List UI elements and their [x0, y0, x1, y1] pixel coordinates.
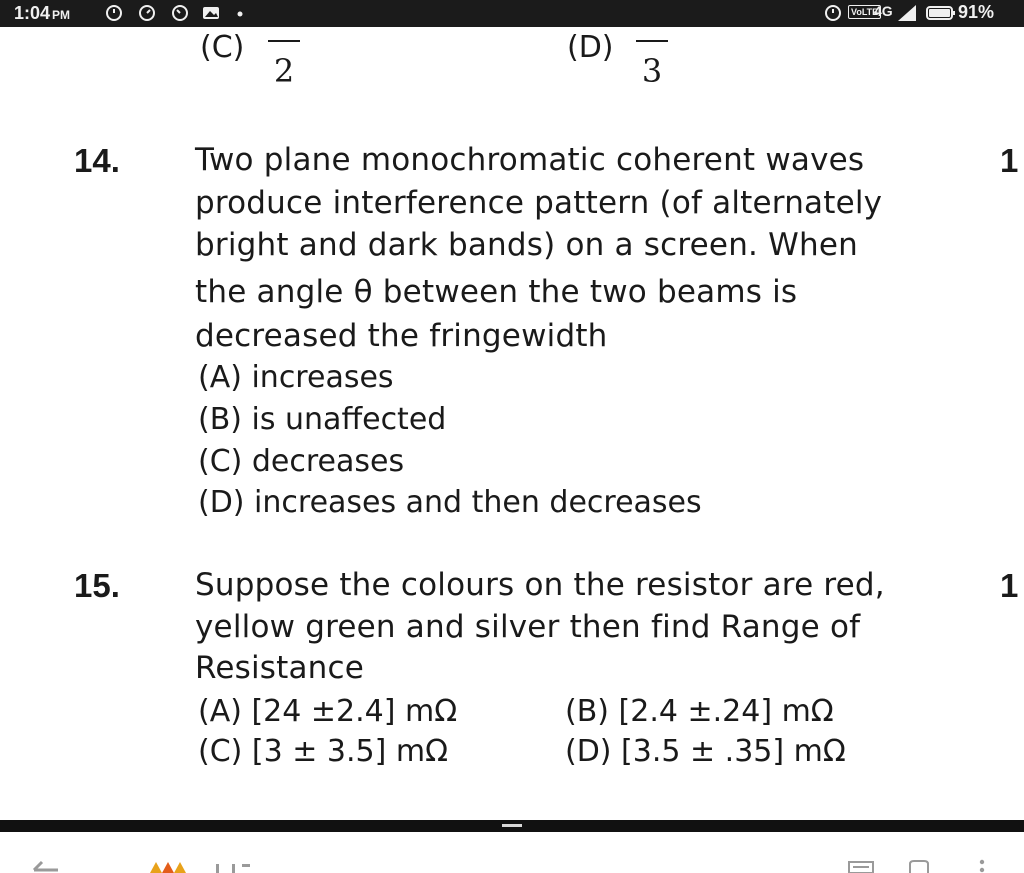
- title-text-fragment-icon: [214, 862, 260, 873]
- question-15-line: Resistance: [195, 650, 365, 686]
- status-bar: [0, 0, 1024, 27]
- volte-badge: VoLTE: [848, 5, 881, 19]
- question-15-number: 15.: [74, 567, 120, 604]
- question-14-option-c: (C) decreases: [198, 444, 405, 479]
- next-column-number-cutoff: 1: [1000, 567, 1019, 604]
- alarm-status-icon: [824, 4, 842, 22]
- clock-icon: [171, 4, 189, 22]
- bookmark-icon[interactable]: [906, 860, 932, 873]
- status-time-value: 1:04: [14, 3, 51, 23]
- next-column-number-cutoff: 1: [1000, 142, 1019, 179]
- notes-icon[interactable]: [846, 860, 876, 873]
- notification-dot-icon: [234, 4, 252, 22]
- alarm-clock-icon: [105, 4, 123, 22]
- prev-option-d-denominator: 3: [641, 52, 663, 90]
- question-15-option-b: (B) [2.4 ±.24] mΩ: [565, 694, 834, 729]
- app-logo-icon: [148, 860, 188, 873]
- network-type: 4G: [874, 3, 893, 19]
- prev-option-d-fraction-bar: [636, 40, 668, 42]
- image-notification-icon: [202, 4, 220, 22]
- question-14-line: produce interference pattern (of alternately: [195, 185, 883, 221]
- drag-handle[interactable]: [502, 824, 522, 827]
- status-time: [14, 3, 70, 24]
- question-14-line: the angle θ between the two beams is: [195, 274, 798, 310]
- question-15-option-d: (D) [3.5 ± .35] mΩ: [565, 734, 846, 769]
- question-14-option-b: (B) is unaffected: [198, 402, 447, 437]
- question-14-number: 14.: [74, 142, 120, 179]
- back-arrow-icon[interactable]: [30, 858, 60, 873]
- question-14-line: decreased the fringewidth: [195, 318, 608, 354]
- question-15-line: Suppose the colours on the resistor are red,: [195, 567, 885, 603]
- battery-percent: 91%: [958, 2, 995, 22]
- question-15-line: yellow green and silver then find Range of: [195, 609, 861, 645]
- more-options-icon[interactable]: [976, 858, 988, 873]
- question-15-option-c: (C) [3 ± 3.5] mΩ: [198, 734, 448, 769]
- prev-option-d-label: (D): [567, 30, 614, 65]
- question-14-option-a: (A) increases: [198, 360, 394, 395]
- battery-icon: [926, 4, 956, 22]
- timer-icon: [138, 4, 156, 22]
- question-15-option-a: (A) [24 ±2.4] mΩ: [198, 694, 458, 729]
- question-14-line: Two plane monochromatic coherent waves: [195, 142, 865, 178]
- question-14-line: bright and dark bands) on a screen. When: [195, 227, 858, 263]
- prev-option-c-denominator: 2: [273, 52, 295, 90]
- question-14-option-d: (D) increases and then decreases: [198, 485, 702, 520]
- signal-strength-icon: [897, 4, 917, 22]
- prev-option-c-label: (C): [200, 30, 245, 65]
- status-ampm: PM: [52, 8, 71, 22]
- bottom-toolbar: [0, 832, 1024, 873]
- prev-option-c-fraction-bar: [268, 40, 300, 42]
